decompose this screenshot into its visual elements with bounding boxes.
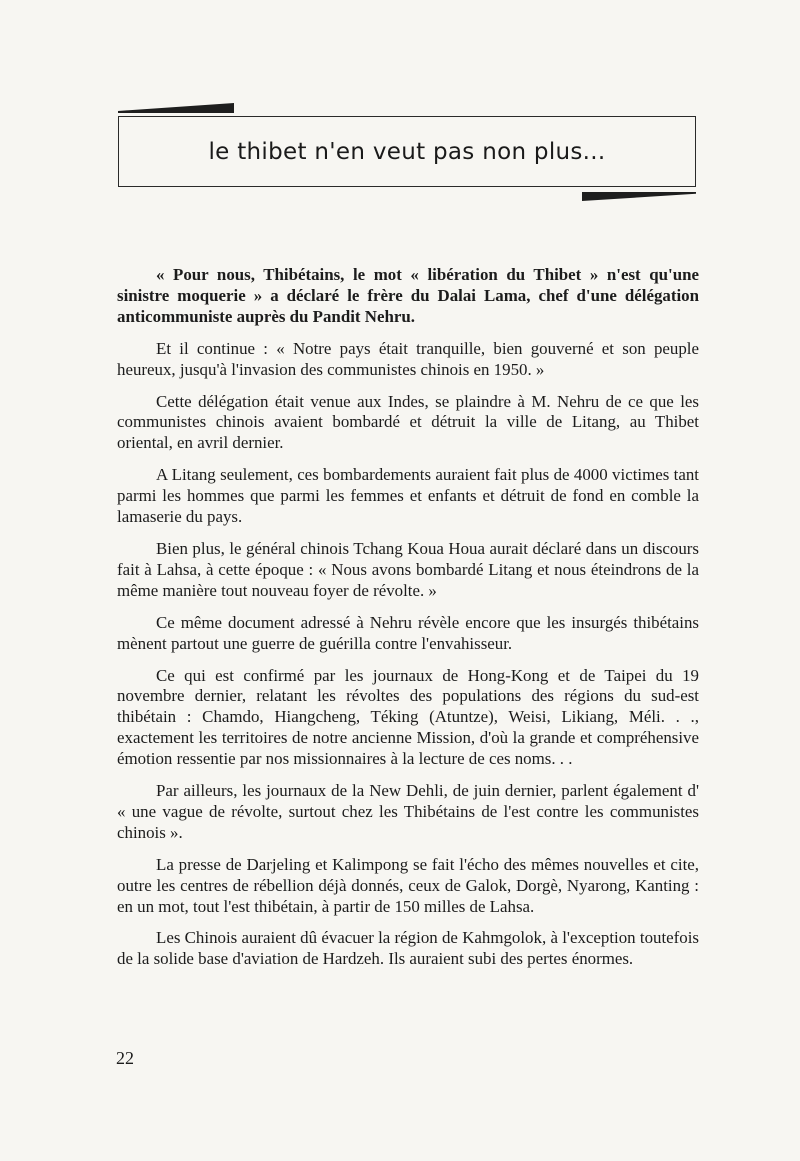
page-title: le thibet n'en veut pas non plus... [208, 138, 606, 165]
paragraph-10: Les Chinois auraient dû évacuer la région de Kahmgolok, à l'exception toutefois de la solide base d'aviation de Hardzeh. Ils auraient subi des pertes énormes. [117, 928, 699, 969]
paragraph-5: Bien plus, le général chinois Tchang Koua Houa aurait déclaré dans un discours fait à Lahsa, à cette époque : « Nous avons bombardé Litang et nous éteindrons de la même manière tout nouveau foyer de révolte. » [117, 538, 699, 600]
decorative-bar-bottom-right [582, 192, 696, 201]
paragraph-1: « Pour nous, Thibétains, le mot « libération du Thibet » n'est qu'une sinistre moquerie » a déclaré le frère du Dalai Lama, chef d'une délégation anticommuniste auprès du Pandit Nehru. [117, 265, 699, 326]
paragraph-4: A Litang seulement, ces bombardements auraient fait plus de 4000 victimes tant parmi les hommes que parmi les femmes et enfants et détruit de fond en comble la lamaserie du pays. [117, 465, 699, 527]
paragraph-8: Par ailleurs, les journaux de la New Dehli, de juin dernier, parlent également d' « une vague de révolte, surtout chez les Thibétains de l'est contre les communistes chinois ». [117, 781, 699, 842]
paragraph-9: La presse de Darjeling et Kalimpong se fait l'écho des mêmes nouvelles et cite, outre les centres de rébellion déjà donnés, ceux de Galok, Dorgè, Nyarong, Kanting : en un mot, tout l'est thibétain, à partir de 150 milles de Lahsa. [117, 854, 699, 916]
paragraph-6: Ce même document adressé à Nehru révèle encore que les insurgés thibétains mènent partout une guerre de guérilla contre l'envahisseur. [117, 612, 699, 653]
title-frame [118, 116, 696, 187]
paragraph-3: Cette délégation était venue aux Indes, se plaindre à M. Nehru de ce que les communistes chinois avaient bombardé et détruit la ville de Litang, au Thibet oriental, en avril dernier. [117, 391, 699, 453]
page-number: 22 [116, 1048, 134, 1068]
decorative-bar-top-left [118, 103, 234, 113]
paragraph-7: Ce qui est confirmé par les journaux de Hong-Kong et de Taipei du 19 novembre dernier, relatant les révoltes des populations des régions du sud-est thibétain : Chamdo, Hiangcheng, Téking (Atuntze), Weisi, Likiang, Méli. . ., exactement les territoires de notre ancienne Mission, d'où la grande et compréhensive émotion ressentie par nos missionnaires à la lecture de ces noms. . . [117, 665, 699, 769]
paragraph-2: Et il continue : « Notre pays était tranquille, bien gouverné et son peuple heureux, jusqu'à l'invasion des communistes chinois en 1950. » [117, 338, 699, 379]
article-body [117, 265, 699, 981]
